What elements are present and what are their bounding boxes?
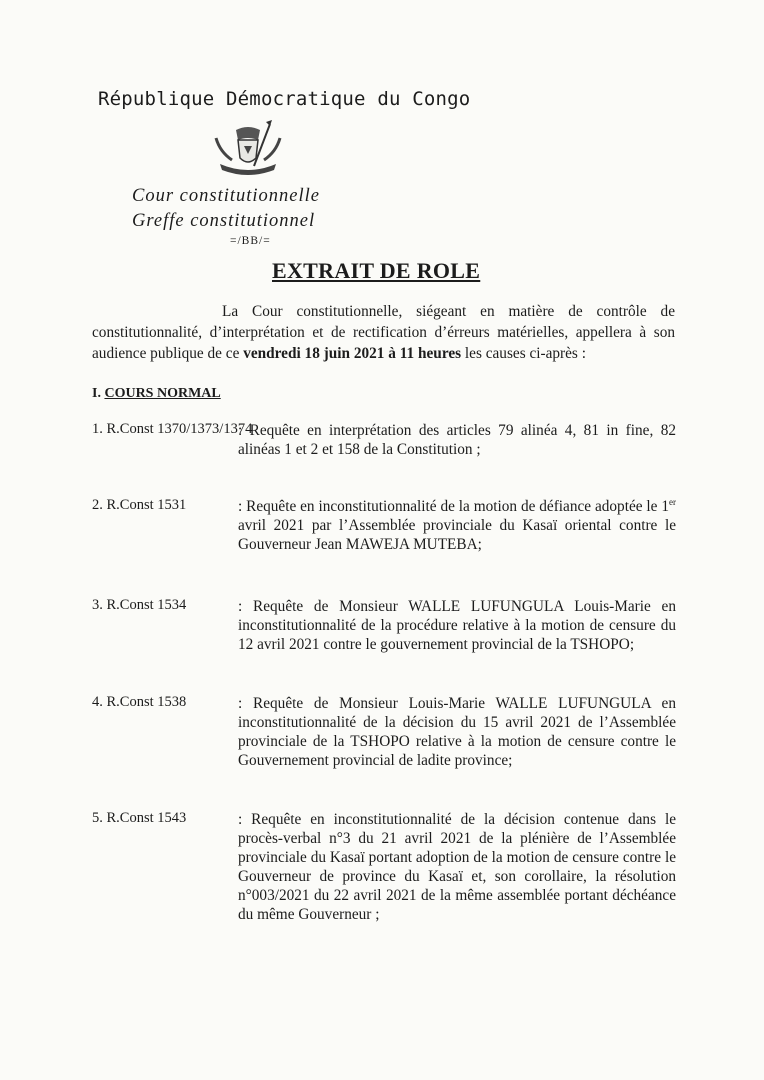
case-text-a: : Requête en inconstitutionnalité de la motion de défiance adoptée le 1 [238,498,669,515]
hearing-date: vendredi 18 juin 2021 à 11 heures [243,345,462,362]
intro-text-2: les causes ci-après : [461,345,586,362]
section-label: COURS NORMAL [104,386,221,401]
case-description: : Requête en inconstitutionnalité de la décision contenue dans le procès-verbal n°3 du 21 avril 2021 de la plénière de l’Assemblée provinciale du Kasaï portant adoption de la motion de censure contre le Gouverneur de province du Kasaï et, son corollaire, la résolution n°003/2021 du 22 avril 2021 de la même assemblée portant déchéance du même Gouverneur ; [238,811,676,923]
court-name: Cour constitutionnelle [132,186,320,206]
case-description: : Requête de Monsieur Louis-Marie WALLE LUFUNGULA en inconstitutionnalité de la décision du 15 avril 2021 de l’Assemblée provinciale de la TSHOPO relative à la motion de censure contre le Gouvernement provincial de ladite province; [238,695,676,769]
coat-of-arms-emblem [210,118,286,180]
republic-heading: République Démocratique du Congo [98,88,471,110]
case-description: : Requête de Monsieur WALLE LUFUNGULA Louis-Marie en inconstitutionnalité de la procédure relative à la motion de censure du 12 avril 2021 contre le gouvernement provincial de la TSHOPO; [238,598,676,653]
reference-mark: =/BB/= [230,235,271,247]
case-number: 3. R.Const 1534 [92,597,187,613]
case-text-b: avril 2021 par l’Assemblée provinciale du Kasaï oriental contre le Gouverneur Jean MAWEJA MUTEBA; [238,517,676,553]
section-number: I. [92,386,105,401]
document-title: EXTRAIT DE ROLE [272,258,481,283]
case-number: 4. R.Const 1538 [92,694,187,710]
case-number: 2. R.Const 1531 [92,497,187,513]
ordinal-suffix: er [669,496,676,507]
section-heading [92,386,221,402]
case-number: 5. R.Const 1543 [92,810,187,826]
case-description [238,497,676,554]
court-name-block [132,184,320,234]
intro-text-1: La Cour constitutionnelle, siégeant en matière de contrôle de constitutionnalité, d’interprétation et de rectification d’érreurs matérielles, appellera à son audience publique de ce [92,303,675,362]
case-description: : Requête en interprétation des articles 79 alinéa 4, 81 in fine, 82 alinéas 1 et 2 et 158 de la Constitution ; [238,422,676,458]
intro-paragraph [92,301,675,364]
case-number: 1. R.Const 1370/1373/1374 [92,421,253,437]
registry-name: Greffe constitutionnel [132,211,316,231]
